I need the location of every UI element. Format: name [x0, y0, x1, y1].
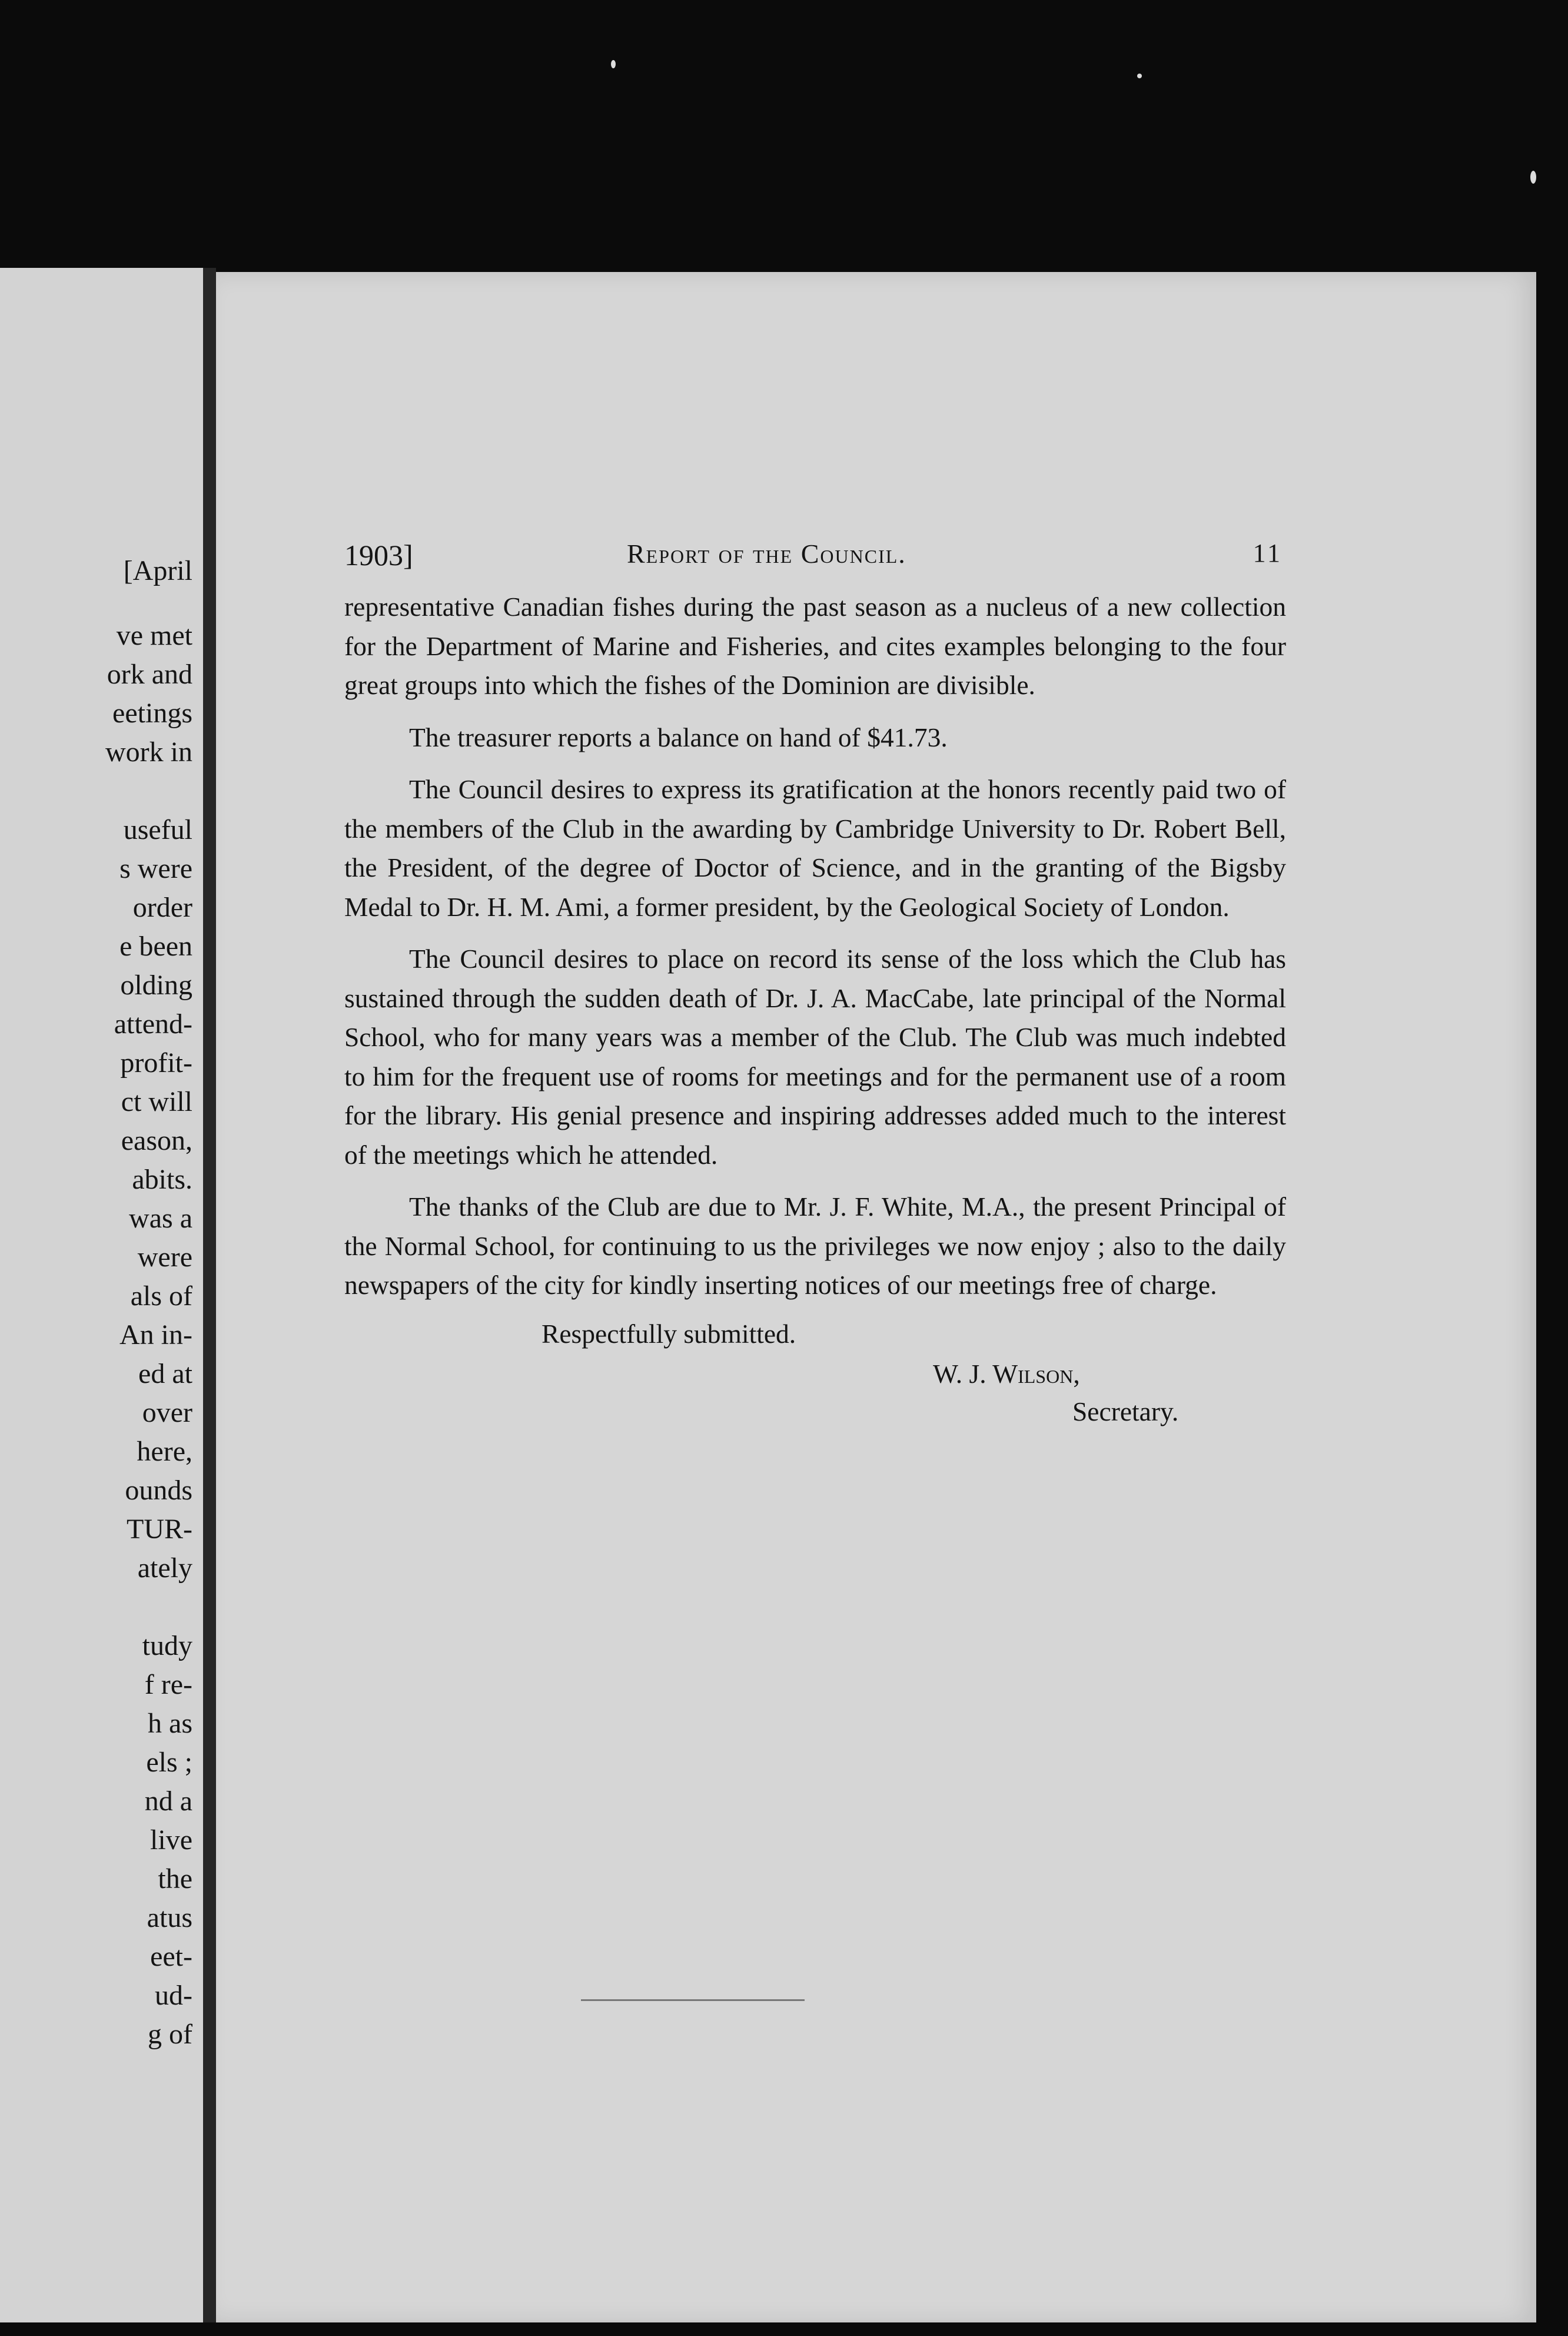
left-page-line-fragment: work in	[105, 736, 192, 768]
dust-speck	[1530, 171, 1536, 184]
body-text	[344, 588, 1286, 1305]
left-page-line-fragment: was a	[129, 1203, 192, 1234]
signature-name: W. J. Wilson,	[933, 1358, 1080, 1389]
left-page-line-fragment: e been	[119, 931, 192, 962]
left-page-line-fragment: ed at	[138, 1358, 192, 1389]
left-page-line-fragment: nd a	[144, 1786, 192, 1817]
left-page-header: [April	[123, 555, 192, 586]
left-page-line-fragment: ud-	[155, 1980, 192, 2011]
running-header	[344, 533, 1286, 580]
left-page-line-fragment: profit-	[120, 1047, 192, 1079]
left-page-line-fragment: ately	[137, 1552, 192, 1584]
left-page-line-fragment: here,	[137, 1436, 192, 1467]
left-page-line-fragment: eason,	[121, 1125, 192, 1156]
left-page-line-fragment: useful	[123, 814, 192, 845]
left-page-line-fragment: ounds	[125, 1475, 192, 1506]
left-page-line-fragment: TUR-	[127, 1514, 192, 1545]
left-page-line-fragment: An in-	[119, 1319, 192, 1350]
signature-title: Secretary.	[1072, 1396, 1179, 1426]
dust-speck	[1137, 74, 1142, 78]
left-page-line-fragment: atus	[147, 1902, 192, 1933]
left-page-line-fragment: attend-	[114, 1008, 192, 1040]
left-page-line-fragment: h as	[148, 1708, 192, 1739]
left-page-line-fragment: eetings	[112, 698, 192, 729]
left-page-line-fragment: the	[158, 1863, 192, 1894]
left-page-text-column	[105, 552, 192, 2054]
left-page-line-fragment: ve met	[116, 620, 192, 651]
paragraph-thanks: The thanks of the Club are due to Mr. J. F. White, M.A., the present Principal of the Normal School, for continuing to us the privileges we now enjoy ; also to the daily newspapers of the city for kindly inserting notices of our meetings free of charge.	[344, 1192, 1286, 1300]
left-page-line-fragment: tudy	[142, 1630, 192, 1661]
end-rule	[581, 1999, 805, 2001]
left-page-line-fragment: live	[150, 1824, 192, 1856]
left-page-line-fragment: over	[142, 1397, 192, 1428]
left-page-line-fragment	[105, 772, 192, 811]
paragraph-obituary: The Council desires to place on record its sense of the loss which the Club has sustained through the sudden death of Dr. J. A. MacCabe, late principal of the Normal School, who for many years was a member of the Club. The Club was much indebted to him for the frequent use of rooms for meetings and for the permanent use of a room for the library. His genial presence and inspiring addresses added much to the interest of the meetings which he attended.	[344, 944, 1286, 1170]
left-page-line-fragment: f re-	[144, 1669, 192, 1700]
left-facing-page	[0, 268, 203, 2322]
page-number: 11	[1253, 539, 1283, 568]
left-page-line-fragment: g of	[148, 2019, 192, 2050]
left-page-line-fragment: s were	[119, 853, 192, 884]
left-page-line-fragment: order	[132, 892, 192, 923]
running-header-year: 1903]	[344, 539, 413, 572]
dust-speck	[611, 60, 616, 68]
left-page-line-fragment: als of	[130, 1280, 192, 1312]
paragraph-continuation: representative Canadian fishes during the past season as a nucleus of a new collection for the Department of Marine and Fisheries, and cites examples belonging to the four great groups into which the fishes of the Dominion are divisible.	[344, 592, 1286, 700]
book-gutter	[203, 268, 216, 2322]
paragraph-treasurer: The treasurer reports a balance on hand of $41.73.	[409, 722, 948, 752]
main-page	[216, 272, 1536, 2322]
left-page-line-fragment: els ;	[146, 1747, 192, 1778]
left-page-line-fragment: ct will	[121, 1086, 192, 1117]
closing-block	[344, 1318, 1286, 1459]
left-page-line-fragment: ork and	[107, 659, 192, 690]
running-header-title: Report of the Council.	[627, 539, 906, 569]
closing-salutation: Respectfully submitted.	[542, 1318, 796, 1349]
left-page-line-fragment: olding	[120, 970, 192, 1001]
left-page-line-fragment: eet-	[150, 1941, 192, 1972]
left-page-line-fragment	[105, 1588, 192, 1627]
paragraph-honors: The Council desires to express its gratification at the honors recently paid two of the members of the Club in the awarding by Cambridge University to Dr. Robert Bell, the President, of the degree of Doctor of Science, and in the granting of the Bigsby Medal to Dr. H. M. Ami, a former president, by the Geological Society of London.	[344, 774, 1286, 922]
page-content	[344, 533, 1286, 1459]
left-page-line-fragment: were	[137, 1242, 192, 1273]
left-page-line-fragment: abits.	[132, 1164, 192, 1195]
